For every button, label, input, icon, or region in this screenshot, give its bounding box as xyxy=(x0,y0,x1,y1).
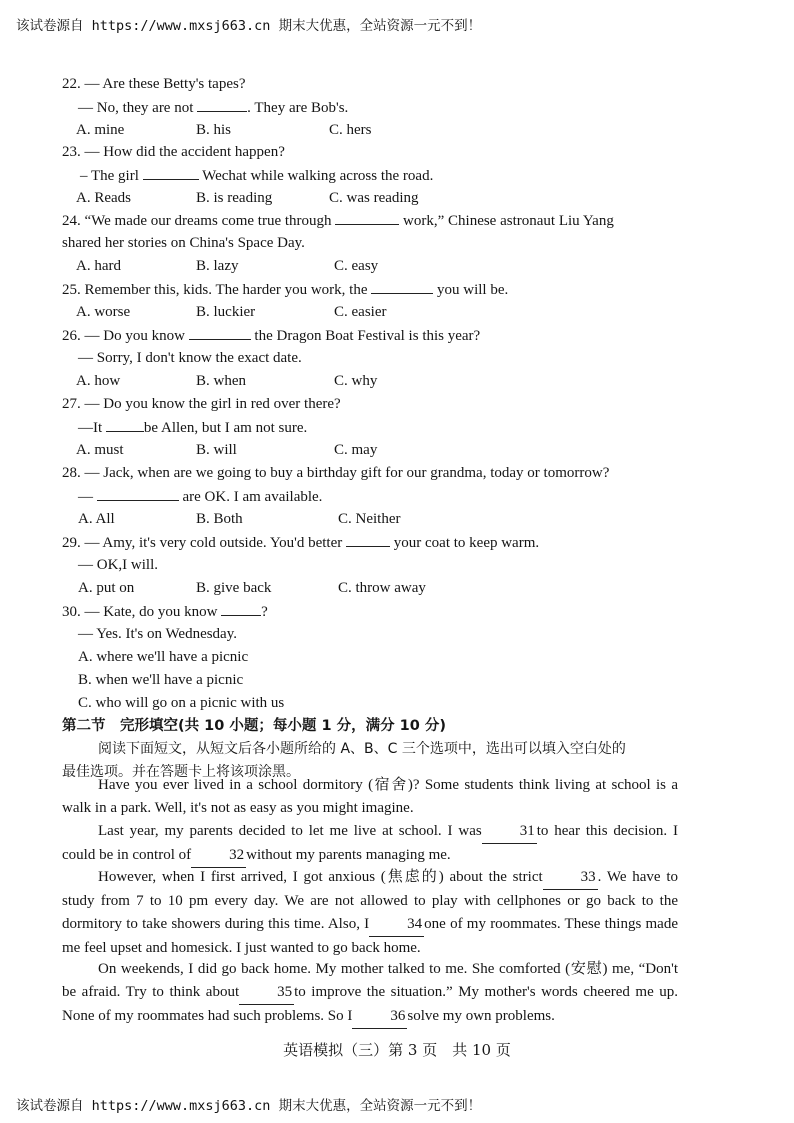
question-23-stem xyxy=(62,142,285,162)
option-c: C. who will go on a picnic with us xyxy=(78,695,285,711)
question-number: 24. xyxy=(62,213,81,229)
question-text: ? xyxy=(261,604,268,620)
option-a: A. put on xyxy=(78,580,135,596)
question-29-dialog: — OK,I will. xyxy=(78,557,158,573)
question-text: your coat to keep warm. xyxy=(393,535,540,551)
passage-paragraph-4 xyxy=(62,958,678,1029)
option-c: C. Neither xyxy=(338,511,401,527)
passage-text: Last year, my parents decided to let me live at school. I was xyxy=(98,823,482,839)
question-number: 25. xyxy=(62,282,81,298)
passage-text: to hear this decision. I could be in control of xyxy=(62,823,679,863)
question-text: you will be. xyxy=(437,282,509,298)
question-23-dialog xyxy=(80,165,433,186)
question-text: — Jack, when are we going to buy a birthday gift for our grandma, today or tomorrow? xyxy=(84,465,610,481)
option-a: A. hard xyxy=(76,258,121,274)
option-c: C. may xyxy=(334,442,378,458)
question-text: — Are these Betty's tapes? xyxy=(84,76,246,92)
option-b: B. lazy xyxy=(196,258,239,274)
question-27-stem xyxy=(62,394,341,414)
option-b: B. when we'll have a picnic xyxy=(78,672,244,688)
blank-35: 35 xyxy=(239,981,294,1005)
option-a: A. All xyxy=(78,511,115,527)
question-number: 30. xyxy=(62,604,81,620)
question-text: — Kate, do you know xyxy=(84,604,218,620)
passage-text: one of my roommates. These things made me feel upset and homesick. I just wanted to go back home. xyxy=(62,916,678,956)
dialog-text: — No, they are not xyxy=(78,100,194,116)
section-instructions-cont: 最佳选项。并在答题卡上将该项涂黑。 xyxy=(62,764,300,780)
section-instructions: 阅读下面短文，从短文后各小题所给的 A、B、C 三个选项中，选出可以填入空白处的 xyxy=(98,741,626,757)
question-number: 26. xyxy=(62,328,81,344)
source-banner-bottom: 该试卷源自 https://www.mxsj663.cn 期末大优惠，全站资源一元不到！ xyxy=(16,1098,482,1114)
option-a: A. worse xyxy=(76,304,131,320)
question-30-dialog: — Yes. It's on Wednesday. xyxy=(78,626,237,642)
option-b: B. give back xyxy=(196,580,272,596)
option-a: A. Reads xyxy=(76,190,131,206)
answer-blank xyxy=(197,97,247,112)
question-22-stem xyxy=(62,74,246,94)
question-number: 22. xyxy=(62,76,81,92)
option-c: C. was reading xyxy=(329,190,419,206)
question-24-stem-cont: shared her stories on China's Space Day. xyxy=(62,235,305,251)
question-27-dialog xyxy=(78,417,307,438)
question-text: Remember this, kids. The harder you work, the xyxy=(84,282,368,298)
answer-blank xyxy=(221,601,261,616)
answer-blank xyxy=(106,417,144,432)
question-number: 27. xyxy=(62,396,81,412)
question-number: 28. xyxy=(62,465,81,481)
question-29-options xyxy=(62,578,682,598)
question-text: — How did the accident happen? xyxy=(84,144,285,160)
passage-paragraph-1: Have you ever lived in a school dormitory (宿舍)? Some students think living at school is a walk in a park. Well, it's not as easy as you might imagine. xyxy=(62,777,678,816)
question-26-options xyxy=(62,371,682,391)
dialog-text: Wechat while walking across the road. xyxy=(202,168,434,184)
dialog-text: be Allen, but I am not sure. xyxy=(143,420,308,436)
blank-31: 31 xyxy=(482,820,537,844)
passage-text: to improve the situation.” My mother's words cheered me up. None of my roommates had such problems. So I xyxy=(62,984,678,1024)
question-29-stem xyxy=(62,532,539,553)
question-text: — Do you know xyxy=(84,328,185,344)
option-a: A. mine xyxy=(76,122,125,138)
question-27-options xyxy=(62,440,682,460)
option-b: B. Both xyxy=(196,511,243,527)
option-b: B. is reading xyxy=(196,190,273,206)
option-c: C. throw away xyxy=(338,580,426,596)
dialog-text: — xyxy=(78,489,93,505)
passage-text: However, when I first arrived, I got anxious (焦虑的) about the strict xyxy=(98,869,543,885)
section-title: 第二节 完形填空(共 10 小题；每小题 1 分，满分 10 分) xyxy=(62,718,446,734)
dialog-text: – The girl xyxy=(80,168,139,184)
answer-blank xyxy=(189,325,251,340)
blank-36: 36 xyxy=(352,1005,407,1029)
option-c: C. hers xyxy=(329,122,372,138)
question-number: 23. xyxy=(62,144,81,160)
page-footer: 英语模拟（三）第 3 页 共 10 页 xyxy=(283,1041,511,1059)
option-b: B. will xyxy=(196,442,237,458)
question-22-dialog xyxy=(78,97,348,118)
dialog-text: —It xyxy=(78,420,103,436)
option-b: B. luckier xyxy=(196,304,256,320)
question-23-options xyxy=(62,188,682,208)
question-24-options xyxy=(62,256,682,276)
answer-blank xyxy=(335,210,399,225)
question-25-stem xyxy=(62,279,508,300)
source-banner-top: 该试卷源自 https://www.mxsj663.cn 期末大优惠，全站资源一元不到！ xyxy=(16,18,482,34)
passage-text: without my parents managing me. xyxy=(246,847,451,863)
option-c: C. why xyxy=(334,373,378,389)
passage-text: solve my own problems. xyxy=(407,1008,555,1024)
option-c: C. easy xyxy=(334,258,379,274)
question-24-stem xyxy=(62,210,614,231)
answer-blank xyxy=(97,486,179,501)
question-30-stem xyxy=(62,601,268,622)
option-c: C. easier xyxy=(334,304,387,320)
dialog-text: . They are Bob's. xyxy=(247,100,349,116)
question-26-dialog: — Sorry, I don't know the exact date. xyxy=(78,350,302,366)
question-22-options xyxy=(62,120,682,140)
answer-blank xyxy=(371,279,433,294)
question-text: — Do you know the girl in red over there? xyxy=(84,396,341,412)
option-a: A. how xyxy=(76,373,121,389)
dialog-text: are OK. I am available. xyxy=(182,489,323,505)
blank-32: 32 xyxy=(191,844,246,868)
option-b: B. his xyxy=(196,122,232,138)
option-a: A. where we'll have a picnic xyxy=(78,649,249,665)
question-text: work,” Chinese astronaut Liu Yang xyxy=(403,213,614,229)
blank-34: 34 xyxy=(369,913,424,937)
question-28-options xyxy=(62,509,682,529)
answer-blank xyxy=(346,532,390,547)
passage-paragraph-3 xyxy=(62,866,678,960)
answer-blank xyxy=(143,165,199,180)
question-28-stem xyxy=(62,463,609,483)
blank-33: 33 xyxy=(543,866,598,890)
option-b: B. when xyxy=(196,373,246,389)
question-26-stem xyxy=(62,325,480,346)
option-a: A. must xyxy=(76,442,124,458)
question-28-dialog xyxy=(78,486,322,507)
question-text: “We made our dreams come true through xyxy=(84,213,332,229)
question-25-options xyxy=(62,302,682,322)
passage-text: On weekends, I did go back home. My mother talked to me. She comforted (安慰) me, “Don't be afraid. Try to think about xyxy=(62,961,678,1000)
question-text: — Amy, it's very cold outside. You'd better xyxy=(84,535,343,551)
question-text: the Dragon Boat Festival is this year? xyxy=(254,328,481,344)
passage-text: . We have to study from 7 to 10 pm every day. We are not allowed to play with cellphones or go back to the dormitory to take showers during this time. Also, I xyxy=(62,869,678,932)
passage-paragraph-2 xyxy=(62,820,678,868)
question-number: 29. xyxy=(62,535,81,551)
